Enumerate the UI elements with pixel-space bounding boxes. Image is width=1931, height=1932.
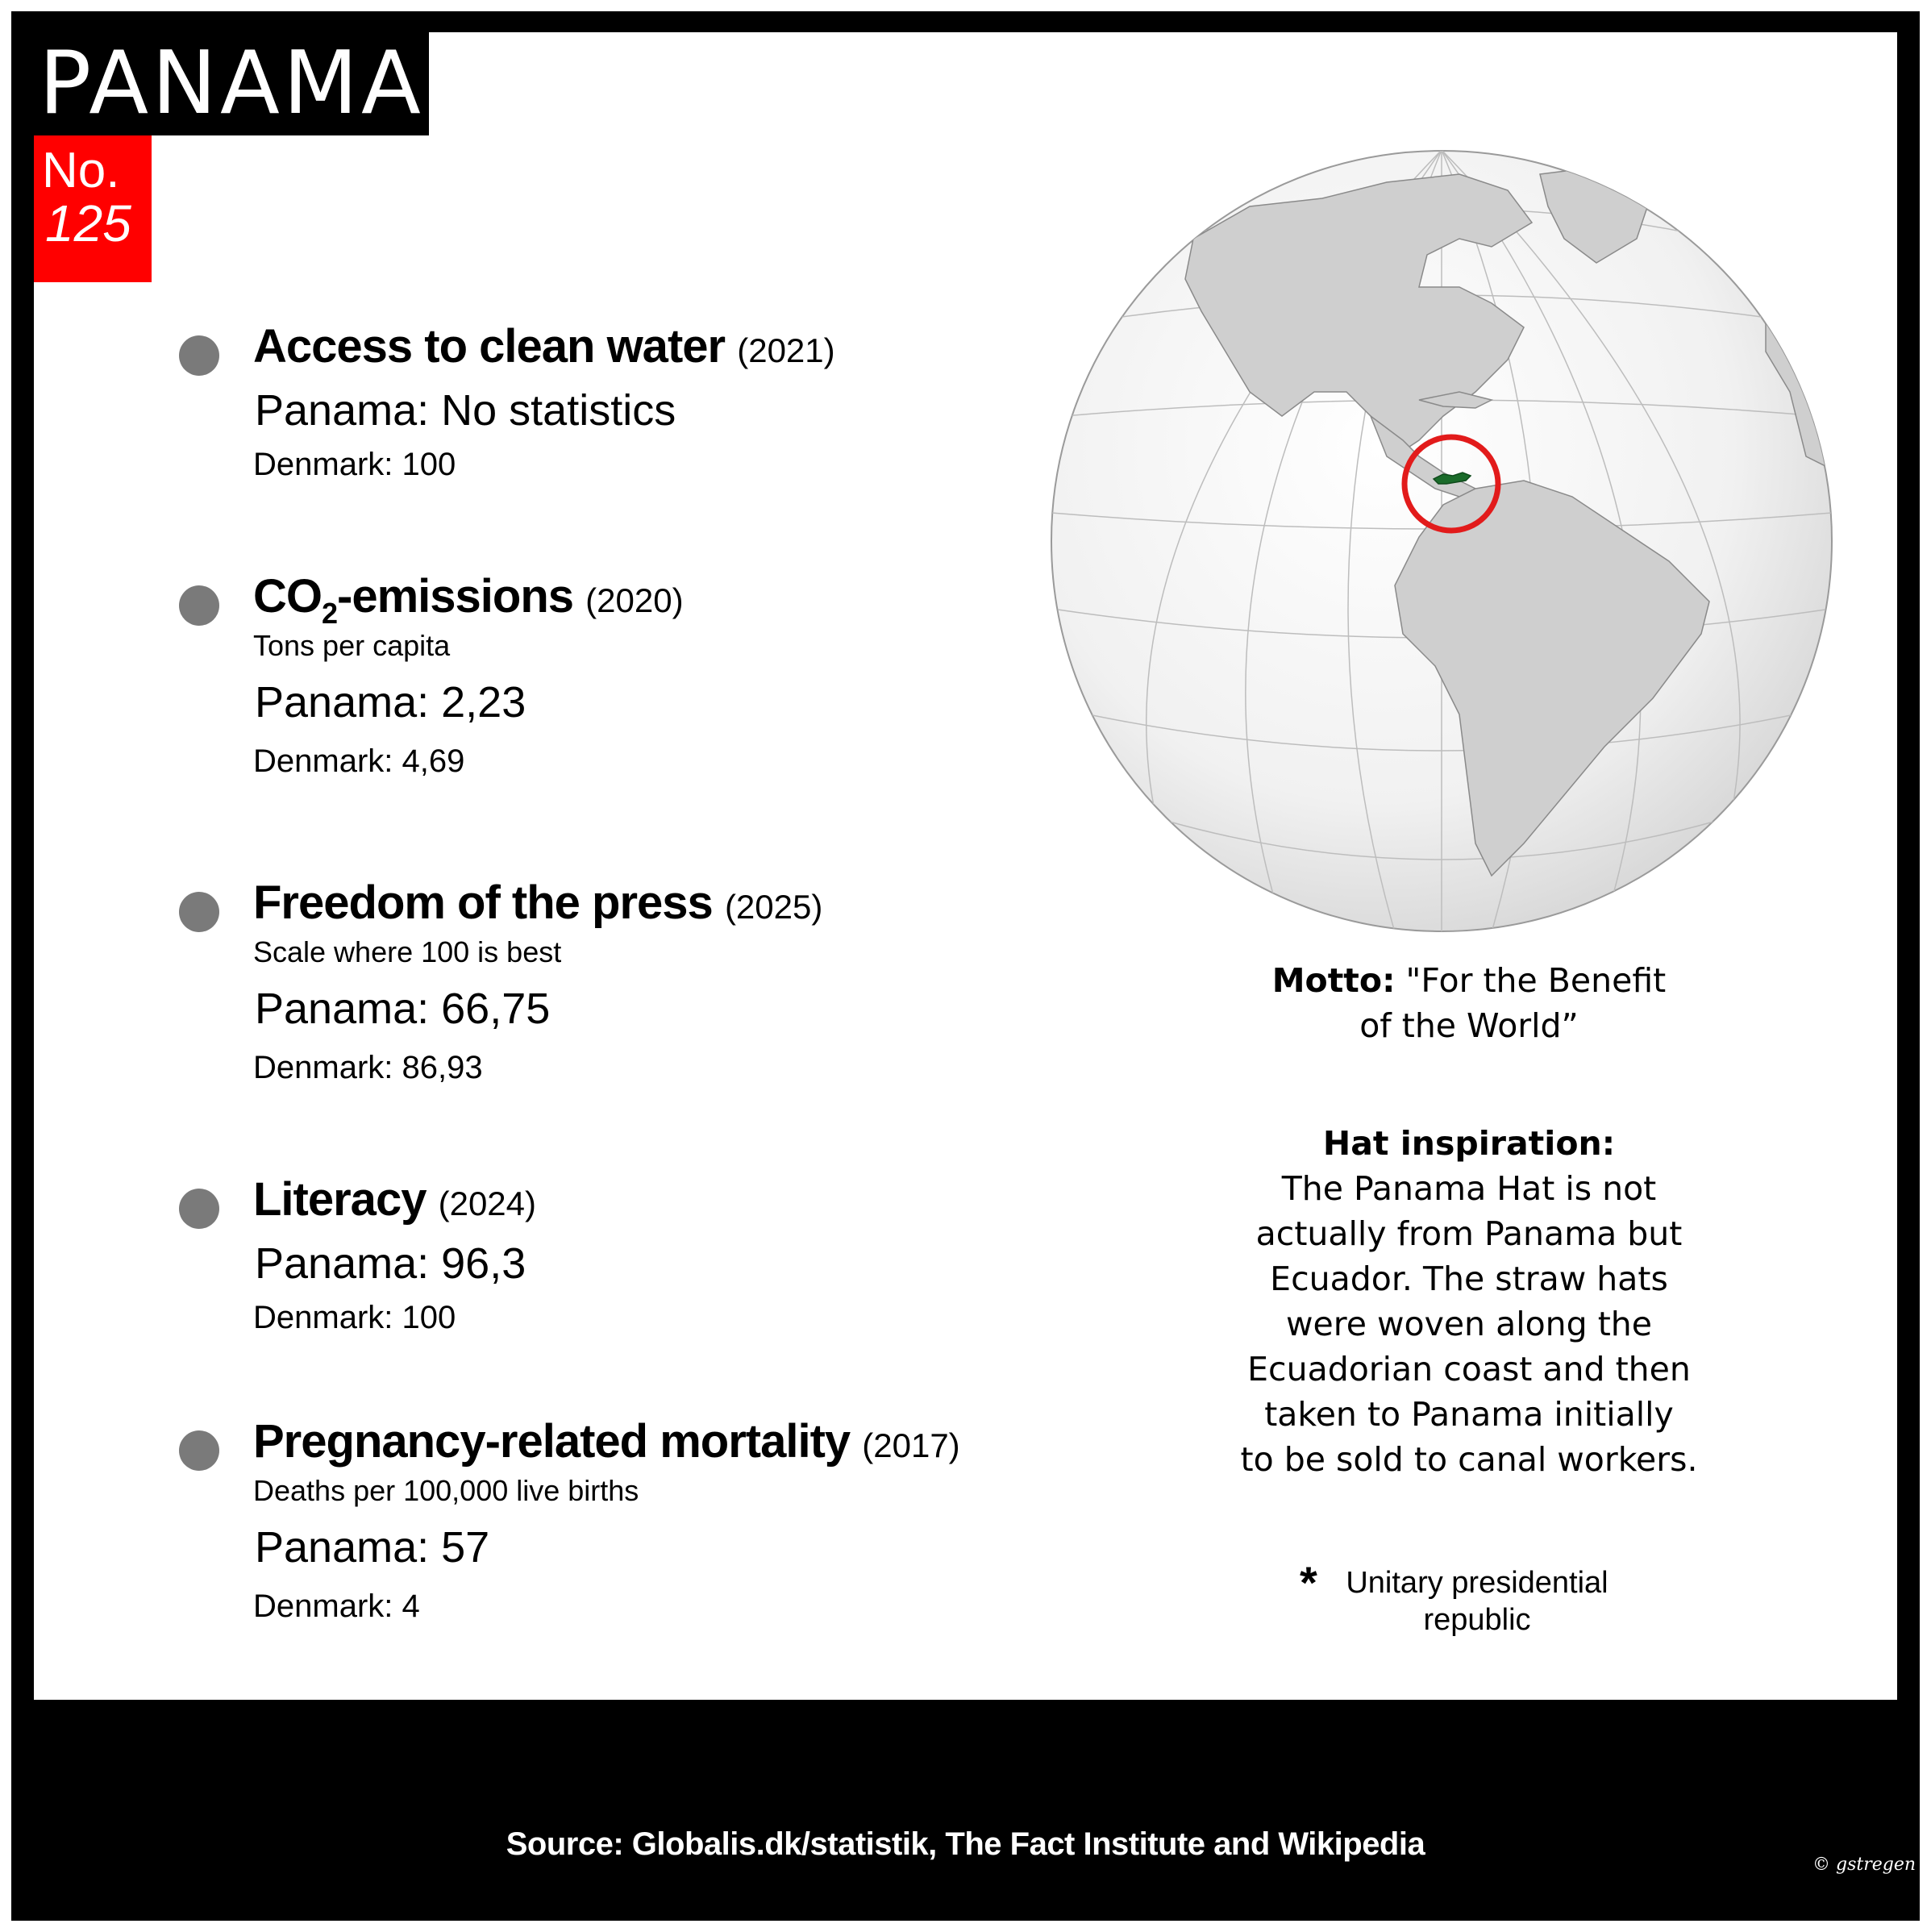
government-line1: Unitary presidential [1346, 1566, 1608, 1600]
bullet-dot [179, 892, 219, 932]
stat-panama-value: Panama: 66,75 [255, 985, 551, 1033]
content-panel [34, 32, 1897, 1700]
bullet-dot [179, 585, 219, 626]
bullet-dot [179, 335, 219, 376]
hat-line: Ecuador. The straw hats [1270, 1260, 1668, 1298]
stat-year: (2024) [438, 1185, 536, 1222]
motto-label: Motto: [1271, 961, 1396, 1000]
stat-panama-value: Panama: 57 [255, 1523, 490, 1572]
stat-subtitle: Deaths per 100,000 live births [253, 1474, 639, 1507]
stat-subtitle: Tons per capita [253, 629, 451, 662]
stat-denmark-value: Denmark: 100 [253, 1300, 456, 1335]
stat-title [253, 1172, 536, 1226]
stat-year: (2025) [724, 888, 823, 926]
hat-line: taken to Panama initially [1264, 1395, 1674, 1434]
title-box [34, 32, 429, 135]
stat-title [253, 319, 835, 373]
stat-year: (2017) [862, 1426, 960, 1464]
stat-title-text: Pregnancy-related mortality [253, 1415, 851, 1468]
stat-title-subscript: 2 [322, 597, 338, 630]
stat-title-text: CO [253, 570, 322, 622]
stat-denmark-value: Denmark: 86,93 [253, 1050, 483, 1085]
hat-line: to be sold to canal workers. [1240, 1440, 1698, 1479]
stat-panama-value: Panama: No statistics [255, 386, 676, 435]
globe-map [1040, 150, 1843, 932]
artist-credit: © gstregen [1812, 1855, 1916, 1875]
stat-title [253, 1414, 960, 1468]
bullet-dot [179, 1189, 219, 1229]
motto-line1: "For the Benefit [1405, 961, 1667, 1000]
hat-line: were woven along the [1285, 1305, 1653, 1343]
stat-panama-value: Panama: 96,3 [255, 1239, 526, 1288]
stat-title [253, 876, 822, 930]
motto-block [1179, 958, 1759, 1048]
stat-denmark-value: Denmark: 4,69 [253, 743, 465, 779]
motto-line2: of the World” [1359, 1006, 1579, 1045]
stat-title-text: Freedom of the press [253, 876, 713, 929]
stat-year: (2021) [737, 331, 835, 369]
hat-inspiration-block [1179, 1121, 1759, 1482]
source-footer: Source: Globalis.dk/statistik, The Fact Institute and Wikipedia [506, 1826, 1425, 1862]
stat-title-suffix: -emissions [337, 570, 574, 622]
hat-inspiration-label: Hat inspiration: [1322, 1124, 1616, 1163]
bullet-dot [179, 1430, 219, 1471]
stat-title [253, 569, 684, 631]
rank-badge [34, 135, 152, 282]
government-star: * [1300, 1557, 1317, 1608]
stat-denmark-value: Denmark: 100 [253, 447, 456, 482]
stat-year: (2020) [585, 581, 684, 619]
hat-line: The Panama Hat is not [1281, 1169, 1657, 1208]
globe-svg [1040, 150, 1843, 932]
badge-no-label: No. [42, 143, 120, 198]
stat-title-text: Access to clean water [253, 320, 726, 373]
stat-subtitle: Scale where 100 is best [253, 935, 562, 968]
stat-denmark-value: Denmark: 4 [253, 1588, 420, 1624]
country-title: PANAMA [39, 33, 424, 134]
stat-title-text: Literacy [253, 1173, 427, 1226]
stat-panama-value: Panama: 2,23 [255, 678, 526, 727]
badge-number: 125 [45, 194, 131, 252]
government-type [1292, 1564, 1663, 1638]
government-line2: republic [1423, 1603, 1531, 1637]
hat-line: actually from Panama but [1255, 1214, 1683, 1253]
hat-line: Ecuadorian coast and then [1247, 1350, 1691, 1389]
